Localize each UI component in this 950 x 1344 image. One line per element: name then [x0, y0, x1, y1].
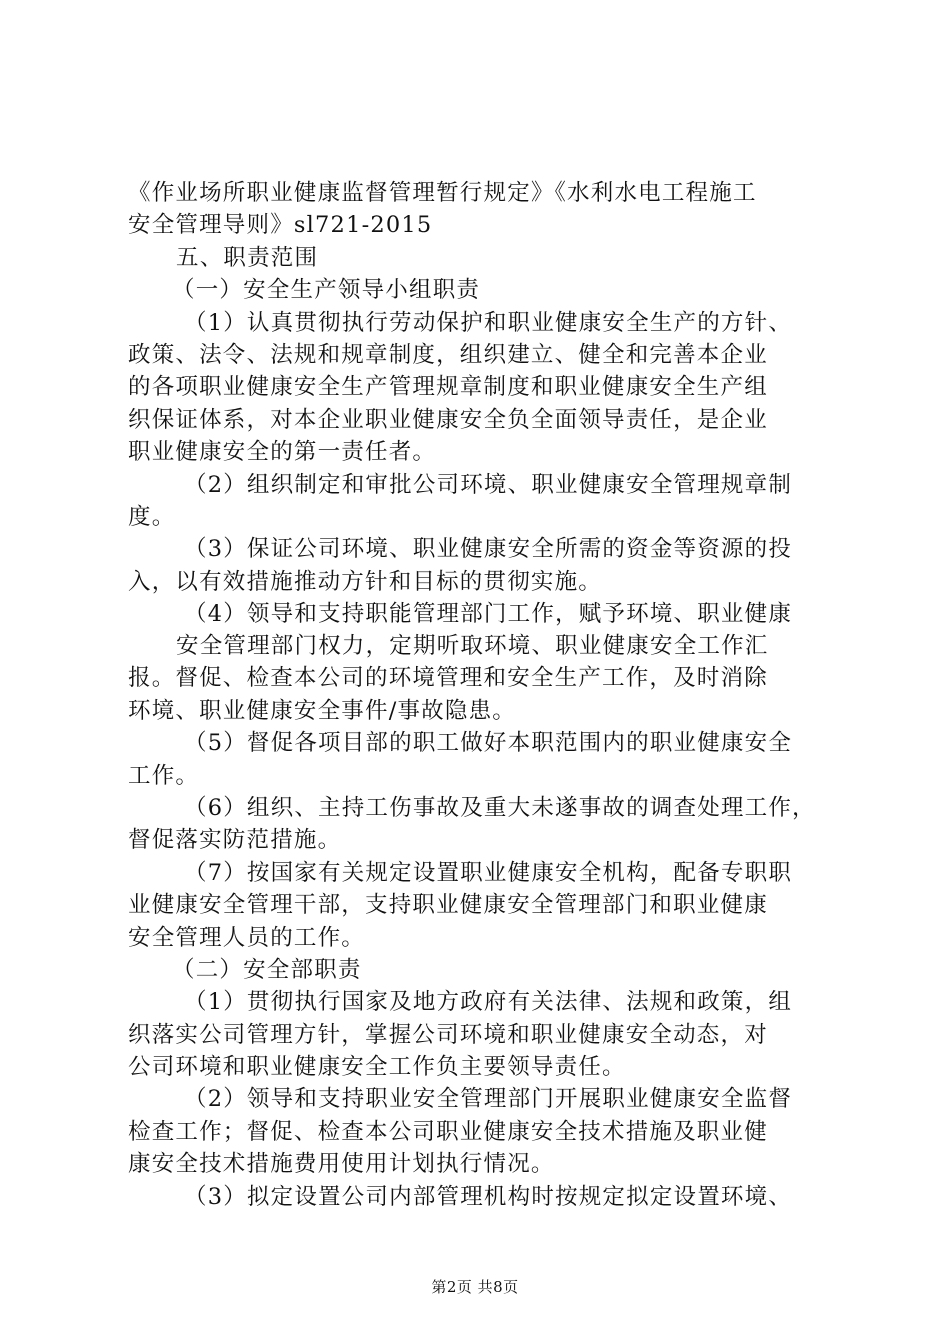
text-line: （7）按国家有关规定设置职业健康安全机构，配备专职职	[184, 859, 793, 886]
text-line: 报。督促、检查本公司的环境管理和安全生产工作，及时消除	[128, 665, 768, 692]
text-line: 入，以有效措施推动方针和目标的贯彻实施。	[128, 568, 603, 595]
text-line: 织落实公司管理方针，掌握公司环境和职业健康安全动态，对	[128, 1021, 768, 1048]
text-line: 五、职责范围	[176, 244, 319, 271]
text-line: （一）安全生产领导小组职责	[172, 277, 481, 304]
text-line: 检查工作；督促、检查本公司职业健康安全技术措施及职业健	[128, 1118, 768, 1145]
text-line: 织保证体系，对本企业职业健康安全负全面领导责任，是企业	[128, 406, 768, 433]
text-line: （1）贯彻执行国家及地方政府有关法律、法规和政策，组	[184, 989, 793, 1016]
text-line: 政策、法令、法规和规章制度，组织建立、健全和完善本企业	[128, 341, 768, 368]
text-line: 环境、职业健康安全事件/事故隐患。	[128, 697, 516, 724]
text-line: （6）组织、主持工伤事故及重大未遂事故的调查处理工作，	[184, 794, 816, 821]
text-line: 督促落实防范措施。	[128, 827, 342, 854]
text-line: 安全管理导则》sl721-2015	[128, 212, 433, 239]
text-line: 安全管理部门权力，定期听取环境、职业健康安全工作汇	[176, 633, 769, 659]
text-block-top	[128, 177, 840, 630]
text-line: 安全管理人员的工作。	[128, 924, 366, 951]
text-line: 公司环境和职业健康安全工作负主要领导责任。	[128, 1054, 626, 1081]
text-line: （2）组织制定和审批公司环境、职业健康安全管理规章制	[184, 471, 793, 498]
text-line: 《作业场所职业健康监督管理暂行规定》《水利水电工程施工	[128, 180, 757, 206]
text-block-bottom	[128, 630, 840, 1213]
text-line: （5）督促各项目部的职工做好本职范围内的职业健康安全	[184, 730, 793, 757]
text-line: 业健康安全管理干部，支持职业健康安全管理部门和职业健康	[128, 892, 768, 919]
page-footer: 第2页 共8页	[431, 1278, 519, 1296]
text-line: 度。	[128, 503, 176, 530]
text-line: （3）拟定设置公司内部管理机构时按规定拟定设置环境、	[184, 1183, 793, 1210]
text-line: （二）安全部职责	[172, 956, 362, 983]
text-line: （1）认真贯彻执行劳动保护和职业健康安全生产的方针、	[184, 309, 793, 336]
text-line: （4）领导和支持职能管理部门工作，赋予环境、职业健康	[184, 601, 793, 628]
text-line: 的各项职业健康安全生产管理规章制度和职业健康安全生产组	[128, 374, 768, 401]
text-line: （3）保证公司环境、职业健康安全所需的资金等资源的投	[184, 536, 793, 563]
text-line: 工作。	[128, 762, 200, 789]
text-line: （2）领导和支持职业安全管理部门开展职业健康安全监督	[184, 1086, 793, 1113]
text-line: 康安全技术措施费用使用计划执行情况。	[128, 1151, 555, 1178]
text-line: 职业健康安全的第一责任者。	[128, 439, 437, 466]
